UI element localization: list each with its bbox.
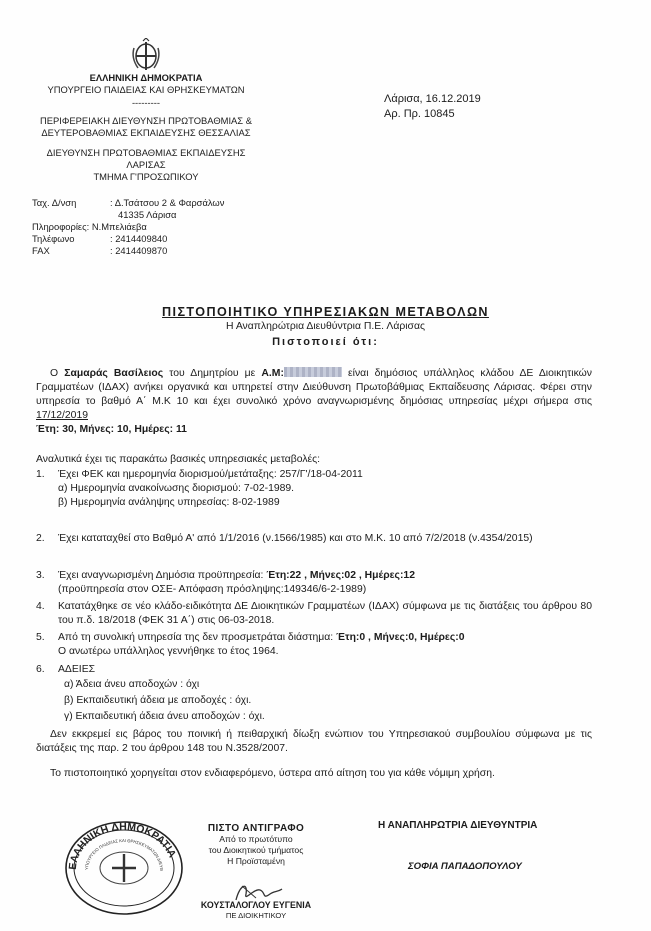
document-title: ΠΙΣΤΟΠΟΙΗΤΙΚΟ ΥΠΗΡΕΣΙΑΚΩΝ ΜΕΤΑΒΟΛΩΝ (162, 305, 489, 319)
total-service: Έτη: 30, Μήνες: 10, Ημέρες: 11 (36, 424, 187, 435)
address-city: 41335 Λάρισα (118, 209, 177, 220)
am-label: Α.Μ: (261, 368, 284, 379)
copy-signer-role: ΠΕ ΔΙΟΙΚΗΤΙΚΟΥ (225, 911, 287, 920)
fax-value: : 2414409870 (110, 245, 168, 256)
protocol-number: Αρ. Πρ. 10845 (384, 108, 455, 120)
document-date: Λάρισα, 16.12.2019 (384, 93, 481, 105)
item-1: 1. Έχει ΦΕΚ και ημερομηνία διορισμού/μετάταξης: 257/Γ'/18-04-2011 α) Ημερομηνία ανακοίνωσης διορισμού: 7-02-1989. β) Ημερομηνία ανάληψης υπηρεσίας: 8-02-1989 (36, 468, 592, 510)
true-copy-block (196, 823, 316, 867)
employee-name: Σαμαράς Βασίλειος (64, 368, 164, 379)
item-6-b: β) Εκπαιδευτική άδεια με αποδοχές : όχι. (64, 695, 252, 706)
regional-directorate-line2: ΔΕΥΤΕΡΟΒΑΘΜΙΑΣ ΕΚΠΑΙΔΕΥΣΗΣ ΘΕΣΣΑΛΙΑΣ (41, 127, 251, 138)
ministry-name: ΥΠΟΥΡΓΕΙΟ ΠΑΙΔΕΙΑΣ ΚΑΙ ΘΡΗΣΚΕΥΜΑΤΩΝ (47, 84, 245, 95)
contact-block (32, 197, 292, 257)
true-copy-line3: Η Προϊσταμένη (227, 856, 285, 866)
intro-paragraph: O Σαμαράς Βασίλειος του Δημητρίου με Α.Μ: είναι δημόσιος υπάλληλος κλάδου ΔΕ Διοικητικών Γραμματέων (ΙΔΑΧ) ανήκει οργανικά και υπηρετεί στην Διεύθυνση Πρωτοβάθμιας Εκπαίδευσης Λάρισας. Φέρει στην υπηρεσία το βαθμό Α΄ Μ.Κ 10 και έχει συνολικό χρόνο αναγνωρισμένης δημόσιας υπηρεσίας μέχρι σήμερα στις 17/12/2019 Έτη: 30, Μήνες: 10, Ημέρες: 11 (36, 368, 592, 435)
document-subtitle: Η Αναπληρώτρια Διευθύντρια Π.Ε. Λάρισας (226, 321, 425, 332)
no-pending-paragraph: Δεν εκκρεμεί εις βάρος του ποινική ή πειθαρχική δίωξη ενώπιον του Υπηρεσιακού συμβουλίου σύμφωνα με τις διατάξεις της παρ. 2 του άρθρου 148 του Ν.3528/2007. (36, 729, 592, 754)
item-4: 4. Κατατάχθηκε σε νέο κλάδο-ειδικότητα ΔΕ Διοικητικών Γραμματέων (ΙΔΑΧ) σύμφωνα με τις διατάξεις του άρθρου 80 του π.δ. 18/2018 (ΦΕΚ 31 Α΄) στις 06-03-2018. (36, 601, 592, 626)
item-3: 3. Έχει αναγνωρισμένη Δημόσια προϋπηρεσία: Έτη:22 , Μήνες:02 , Ημέρες:12 (προϋπηρεσία στον ΟΣΕ- Απόφαση πρόσληψης:149346/6-2-1989) (36, 569, 592, 597)
service-date: 17/12/2019 (36, 410, 89, 421)
item-3-sub: (προϋπηρεσία στον ΟΣΕ- Απόφαση πρόσληψης:149346/6-2-1989) (58, 584, 367, 595)
republic-name: ΕΛΛΗΝΙΚΗ ΔΗΜΟΚΡΑΤΙΑ (89, 72, 203, 83)
copy-signer-name: ΚΟΥΣΤΑΛΟΓΛΟΥ ΕΥΓΕΝΙΑ (200, 900, 312, 910)
regional-directorate-line1: ΠΕΡΙΦΕΡΕΙΑΚΗ ΔΙΕΥΘΥΝΣΗ ΠΡΩΤΟΒΑΘΜΙΑΣ & (40, 115, 252, 126)
item-5: 5. Από τη συνολική υπηρεσία της δεν προσμετράται διάστημα: Έτη:0 , Μήνες:0, Ημέρες:0 Ο ανωτέρω υπάλληλος γεννήθηκε το έτος 1964. (36, 631, 592, 659)
certifies-heading: Πιστοποιεί ότι: (272, 336, 379, 348)
phone-label: Τηλέφωνο (32, 233, 75, 244)
item-1-b: β) Ημερομηνία ανάληψης υπηρεσίας: 8-02-1989 (58, 497, 280, 508)
true-copy-line2: του Διοικητικού τμήματος (208, 845, 304, 855)
directorate-line1: ΔΙΕΥΘΥΝΣΗ ΠΡΩΤΟΒΑΘΜΙΑΣ ΕΚΠΑΙΔΕΥΣΗΣ ΛΑΡΙΣΑΣ (46, 147, 246, 170)
redacted-am (284, 367, 342, 377)
changes-intro: Αναλυτικά έχει τις παρακάτω βασικές υπηρεσιακές μεταβολές: (36, 454, 321, 465)
director-name: ΣΟΦΙΑ ΠΑΠΑΔΟΠΟΥΛΟΥ (408, 861, 522, 872)
item-6-a: α) Άδεια άνευ αποδοχών : όχι (64, 679, 200, 690)
address-label: Ταχ. Δ/νση (32, 197, 77, 208)
fax-label: FAX (32, 245, 50, 256)
seal-outer-text: ΕΛΛΗΝΙΚΗ ΔΗΜΟΚΡΑΤΙΑ (66, 820, 179, 871)
item-1-a: α) Ημερομηνία ανακοίνωσης διορισμού: 7-02-1989. (58, 483, 295, 494)
issued-paragraph: Το πιστοποιητικό χορηγείται στον ενδιαφερόμενο, ύστερα από αίτηση του για κάθε νόμιμη χρήση. (50, 768, 495, 779)
director-role: Η ΑΝΑΠΛΗΡΩΤΡΙΑ ΔΙΕΥΘΥΝΤΡΙΑ (378, 820, 538, 831)
address-value: : Δ.Τσάτσου 2 & Φαρσάλων (110, 197, 225, 208)
seal-inner-text: ΥΠΟΥΡΓΕΙΟ ΠΑΙΔΕΙΑΣ ΚΑΙ ΘΡΗΣΚΕΥΜΑΤΩΝ ΔΙΕΥΘ (83, 837, 165, 871)
header-block (30, 72, 262, 183)
item-6-c: γ) Εκπαιδευτική άδεια άνευ αποδοχών : όχι. (64, 711, 265, 722)
coat-of-arms-icon (130, 38, 162, 72)
date-protocol-block (384, 92, 481, 122)
item-2: 2. Έχει καταταχθεί στο Βαθμό Α' από 1/1/2016 (ν.1566/1985) και στο Μ.Κ. 10 από 7/2/2018 (ν.4354/2015) (36, 533, 533, 544)
copy-signer-block (196, 900, 316, 921)
item-5-sub: Ο ανωτέρω υπάλληλος γεννήθηκε το έτος 1964. (58, 646, 279, 657)
true-copy-title: ΠΙΣΤΟ ΑΝΤΙΓΡΑΦΟ (207, 823, 305, 834)
true-copy-line1: Από το πρωτότυπο (219, 834, 293, 844)
separator: --------- (131, 97, 161, 108)
official-seal-icon (62, 818, 186, 918)
info-contact: Πληροφορίες: Ν.Μπελιάεβα (32, 221, 147, 232)
item-6: 6. ΑΔΕΙΕΣ α) Άδεια άνευ αποδοχών : όχι β) Εκπαιδευτική άδεια με αποδοχές : όχι. γ) Εκπαιδευτική άδεια άνευ αποδοχών : όχι. (36, 663, 592, 724)
phone-value: : 2414409840 (110, 233, 168, 244)
directorate-line2: ΤΜΗΜΑ Γ'ΠΡΟΣΩΠΙΚΟΥ (93, 171, 199, 182)
